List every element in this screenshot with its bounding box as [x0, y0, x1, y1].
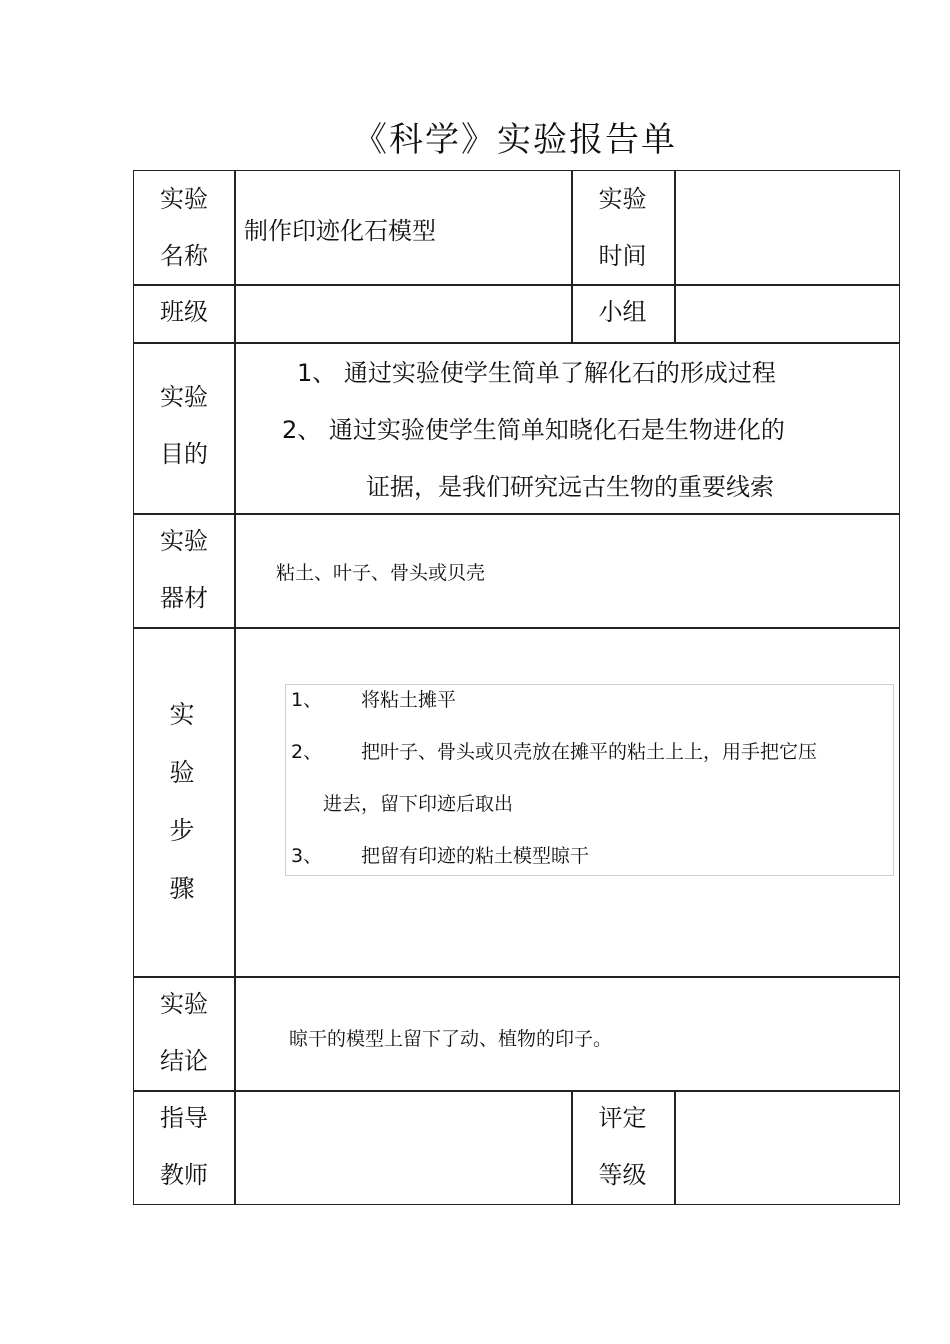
report-table	[133, 170, 900, 1205]
step-text: 将粘土摊平	[361, 689, 457, 711]
experiment-name-value: 制作印迹化石模型	[244, 217, 436, 245]
step-number: 2、	[291, 741, 323, 763]
purpose-label: 实验 目的	[160, 383, 208, 468]
step-text: 进去，留下印迹后取出	[323, 793, 514, 815]
teacher-label: 指导 教师	[160, 1104, 208, 1189]
group-label: 小组	[598, 298, 647, 326]
step-text: 把留有印迹的粘土模型晾干	[361, 845, 590, 867]
step-number: 1、	[291, 689, 323, 711]
class-label: 班级	[160, 298, 208, 326]
purpose-line-2: 2、 通过实验使学生简单知晓化石是生物进化的	[282, 416, 785, 444]
column-divider	[674, 171, 676, 343]
row-divider	[134, 1090, 899, 1092]
column-divider	[234, 171, 236, 1204]
step-number: 3、	[291, 845, 323, 867]
conclusion-value: 晾干的模型上留下了动、植物的印子。	[289, 1028, 613, 1050]
row-divider	[134, 342, 899, 344]
row-divider	[134, 513, 899, 515]
row-divider	[134, 627, 899, 629]
row-divider	[134, 284, 899, 286]
conclusion-label: 实验 结论	[160, 990, 208, 1075]
column-divider	[674, 1090, 676, 1205]
materials-label: 实验 器材	[160, 527, 208, 612]
experiment-name-label: 实验 名称	[160, 185, 208, 270]
grade-label: 评定 等级	[598, 1104, 647, 1189]
steps-list	[285, 684, 894, 876]
page-title: 《科学》实验报告单	[353, 120, 677, 160]
purpose-line-1: 1、 通过实验使学生简单了解化石的形成过程	[297, 359, 776, 387]
step-text: 把叶子、骨头或贝壳放在摊平的粘土上上，用手把它压	[361, 741, 818, 763]
purpose-line-3: 证据，是我们研究远古生物的重要线索	[366, 473, 774, 501]
materials-value: 粘土、叶子、骨头或贝壳	[276, 562, 486, 584]
steps-label: 实 验 步 骤	[169, 700, 195, 903]
row-divider	[134, 976, 899, 978]
experiment-time-label: 实验 时间	[598, 185, 647, 270]
